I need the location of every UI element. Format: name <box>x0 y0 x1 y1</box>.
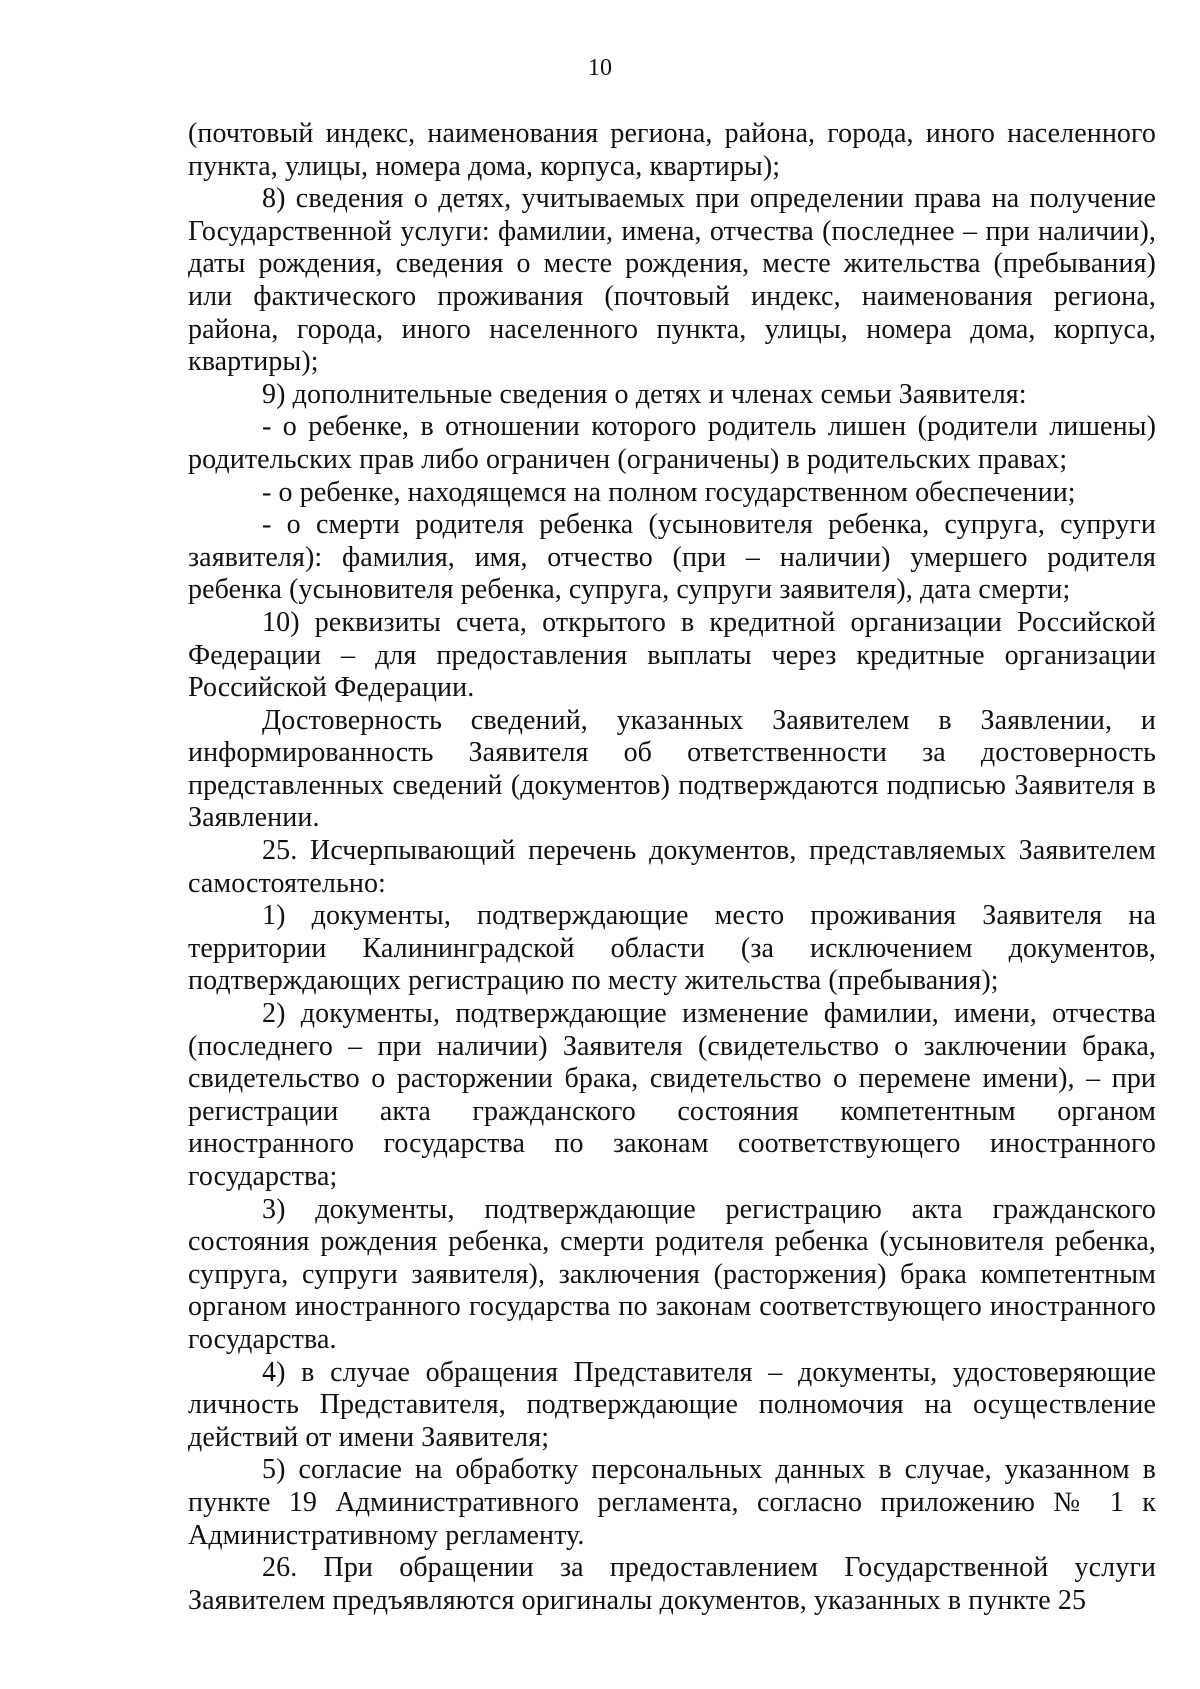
page-number: 10 <box>588 55 612 81</box>
paragraph-clause-25-item-5: 5) согласие на обработку персональных данных в случае, указанном в пункте 19 Административного регламента, согласно приложению № 1 к Административному регламенту. <box>188 1454 1156 1551</box>
paragraph-item-9-additional-info: 9) дополнительные сведения о детях и членах семьи Заявителя: <box>262 378 1027 410</box>
paragraph-clause-26: 26. При обращении за предоставлением Государственной услуги Заявителем предъявляются оригиналы документов, указанных в пункте 25 <box>188 1552 1156 1616</box>
paragraph-item-8-children-info: 8) сведения о детях, учитываемых при определении права на получение Государственной услуги: фамилии, имена, отчества (последнее – при наличии), даты рождения, сведения о месте рождения, месте жительства (пребывания) или фактического проживания (почтовый индекс, наименования региона, района, города, иного населенного пункта, улицы, номера дома, корпуса, квартиры); <box>188 183 1156 378</box>
paragraph-parent-death: - о смерти родителя ребенка (усыновителя ребенка, супруга, супруги заявителя): фамилия, имя, отчество (при – наличии) умершего родителя ребенка (усыновителя ребенка, супруга, супруги заявителя), дата смерти; <box>188 509 1156 606</box>
paragraph-clause-25-item-1: 1) документы, подтверждающие место проживания Заявителя на территории Калининградской области (за исключением документов, подтверждающих регистрацию по месту жительства (пребывания); <box>188 900 1156 997</box>
paragraph-clause-25: 25. Исчерпывающий перечень документов, представляемых Заявителем самостоятельно: <box>188 835 1156 899</box>
paragraph-clause-25-item-4: 4) в случае обращения Представителя – документы, удостоверяющие личность Представителя, подтверждающие полномочия на осуществление действий от имени Заявителя; <box>188 1356 1156 1453</box>
paragraph-child-deprived-rights: - о ребенке, в отношении которого родитель лишен (родители лишены) родительских прав либо ограничен (ограничены) в родительских правах; <box>188 411 1156 475</box>
paragraph-item-10-bank-account: 10) реквизиты счета, открытого в кредитной организации Российской Федерации – для предоставления выплаты через кредитные организации Российской Федерации. <box>188 606 1156 704</box>
paragraph-clause-25-item-2: 2) документы, подтверждающие изменение фамилии, имени, отчества (последнего – при наличии) Заявителя (свидетельство о заключении брака, свидетельство о расторжении брака, свидетельство о перемене имени), – при регистрации акта гражданского состояния компетентным органом иностранного государства по законам соответствующего иностранного государства; <box>188 998 1156 1192</box>
document-body <box>188 118 1156 1617</box>
paragraph-child-state-support: - о ребенке, находящемся на полном государственном обеспечении; <box>262 476 1076 508</box>
paragraph-clause-25-item-3: 3) документы, подтверждающие регистрацию акта гражданского состояния рождения ребенка, смерти родителя ребенка (усыновителя ребенка, супруга, супруги заявителя), заключения (расторжения) брака компетентным органом иностранного государства по законам соответствующего иностранного государства. <box>188 1193 1156 1355</box>
paragraph-reliability: Достоверность сведений, указанных Заявителем в Заявлении, и информированность Заявителя об ответственности за достоверность представленных сведений (документов) подтверждаются подписью Заявителя в Заявлении. <box>188 704 1156 834</box>
paragraph-address-continuation: (почтовый индекс, наименования региона, района, города, иного населенного пункта, улицы, номера дома, корпуса, квартиры); <box>188 118 1156 182</box>
